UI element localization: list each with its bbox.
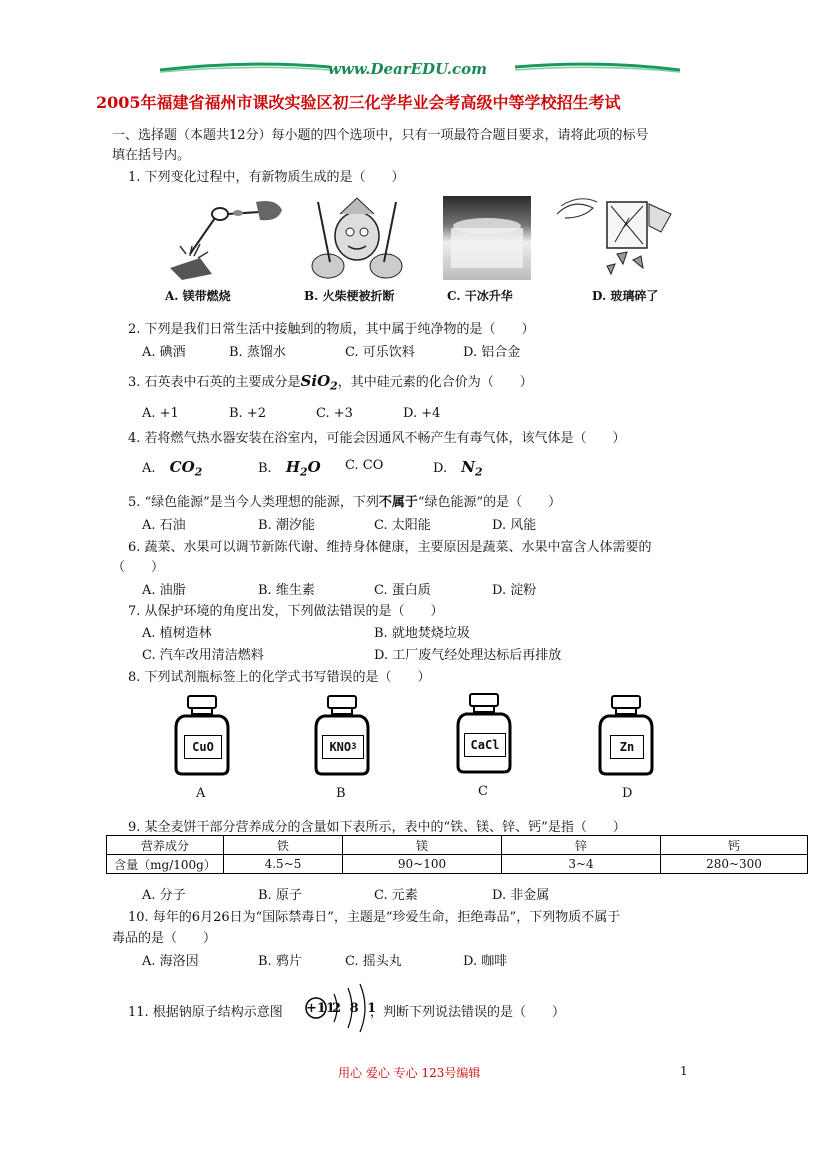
q2-stem: 2. 下列是我们日常生活中接触到的物质，其中属于纯净物的是（ ）	[128, 322, 535, 337]
q6-option-d: D. 淀粉	[492, 583, 537, 598]
q10-option-b: B. 鸦片	[258, 954, 302, 969]
table-cell: 90~100	[343, 855, 502, 874]
q6-option-b: B. 维生素	[258, 583, 315, 598]
table-cell: 4.5~5	[224, 855, 343, 874]
q4-option-a-formula: CO	[169, 458, 195, 476]
q1-image-a-magnesium-burning	[160, 196, 285, 281]
q8-bottle-c-label	[464, 733, 506, 757]
q8-bottle-b-formula: KNO	[329, 740, 352, 754]
table-cell: 3~4	[502, 855, 661, 874]
q8-bottle-a-formula: CuO	[192, 740, 214, 754]
q4-option-d-label: D.	[433, 461, 448, 476]
table-header-cell: 营养成分	[107, 836, 224, 855]
q5-stem	[128, 491, 561, 510]
q8-bottle-d-letter: D	[622, 786, 633, 801]
q4-option-a-sub: 2	[194, 465, 203, 479]
q6-stem-line1: 6. 蔬菜、水果可以调节新陈代谢、维持身体健康，主要原因是蔬菜、水果中富含人体需要的	[128, 540, 652, 555]
q3-option-c: C. +3	[316, 406, 353, 421]
nutrition-table	[106, 835, 808, 874]
q5-stem-b: “绿色能源”的是（ ）	[417, 495, 562, 510]
q8-bottle-a-letter: A	[196, 786, 206, 801]
q2-option-b: B. 蒸馏水	[229, 345, 286, 360]
q8-bottle-b-letter: B	[336, 786, 346, 801]
q10-option-d: D. 咖啡	[463, 954, 508, 969]
table-header-cell: 镁	[343, 836, 502, 855]
exam-title: 2005年福建省福州市课改实验区初三化学毕业会考高级中等学校招生考试	[96, 93, 621, 112]
table-header-cell: 钙	[661, 836, 808, 855]
q3-formula-sub: 2	[330, 379, 338, 393]
q1-caption-b: B. 火柴梗被折断	[304, 289, 395, 303]
q6-option-c: C. 蛋白质	[374, 583, 431, 598]
q5-option-b: B. 潮汐能	[258, 518, 315, 533]
table-row	[107, 855, 808, 874]
q11-stem-a: 11. 根据钠原子结构示意图	[128, 1005, 283, 1020]
q1-caption-c: C. 干冰升华	[447, 289, 513, 303]
q6-option-a: A. 油脂	[142, 583, 186, 598]
q8-bottle-a-label	[184, 735, 222, 759]
q3-stem-a: 3. 石英表中石英的主要成分是	[128, 375, 301, 390]
q2-option-d: D. 铝合金	[463, 345, 521, 360]
q7-stem: 7. 从保护环境的角度出发，下列做法错误的是（ ）	[128, 604, 444, 619]
q8-bottle-b-sub: 3	[351, 742, 357, 752]
q5-option-c: C. 太阳能	[374, 518, 431, 533]
q4-option-d	[433, 458, 483, 479]
q1-stem: 1. 下列变化过程中，有新物质生成的是（ ）	[128, 170, 405, 185]
q1-caption-a: A. 镁带燃烧	[165, 289, 231, 303]
q8-bottle-b-label	[322, 735, 364, 759]
table-row	[107, 836, 808, 855]
q10-option-c: C. 摇头丸	[345, 954, 402, 969]
q4-option-b-sub: 2	[300, 465, 308, 479]
table-cell: 280~300	[661, 855, 808, 874]
q4-option-d-sub: 2	[474, 465, 483, 479]
q2-option-c: C. 可乐饮料	[345, 345, 415, 360]
q5-stem-emphasis: 不属于	[378, 495, 418, 510]
q8-stem: 8. 下列试剂瓶标签上的化学式书写错误的是（ ）	[128, 670, 431, 685]
q4-option-b	[258, 458, 321, 479]
table-header-cell: 锌	[502, 836, 661, 855]
q10-option-a: A. 海洛因	[142, 954, 199, 969]
q1-image-c-dry-ice	[443, 196, 531, 280]
section-instructions-line1: 一、选择题（本题共12分）每小题的四个选项中，只有一项最符合题目要求，请将此项的标号	[112, 128, 649, 143]
q7-option-c: C. 汽车改用清洁燃料	[142, 648, 264, 663]
header-site[interactable]: www.DearEDU.com	[328, 60, 488, 78]
q10-stem-line1: 10. 每年的6月26日为“国际禁毒日”，主题是“珍爱生命，拒绝毒品”，下列物质不属于	[128, 910, 621, 925]
q3-formula: SiO	[300, 372, 331, 390]
q4-option-b-label: B.	[258, 461, 272, 476]
q3-stem-b: ，其中硅元素的化合价为（ ）	[337, 375, 533, 390]
q3-option-a: A. +1	[142, 406, 179, 421]
q9-option-c: C. 元素	[374, 888, 418, 903]
q7-option-b: B. 就地焚烧垃圾	[374, 626, 470, 641]
q4-option-c: C. CO	[345, 458, 384, 473]
q7-option-d: D. 工厂废气经处理达标后再排放	[374, 648, 562, 663]
q3-stem	[128, 371, 533, 393]
q5-option-a: A. 石油	[142, 518, 186, 533]
q4-stem: 4. 若将燃气热水器安装在浴室内，可能会因通风不畅产生有毒气体，该气体是（ ）	[128, 431, 626, 446]
q2-option-a: A. 碘酒	[142, 345, 186, 360]
q8-bottle-c-letter: C	[478, 784, 488, 799]
table-header-cell: 铁	[224, 836, 343, 855]
q1-image-b-match-breaking	[300, 192, 415, 284]
q6-stem-line2: （ ）	[112, 560, 165, 575]
q11-electron-shells: 2 8 1	[332, 1001, 377, 1016]
q5-option-d: D. 风能	[492, 518, 537, 533]
q3-option-b: B. +2	[229, 406, 266, 421]
q5-stem-a: 5. “绿色能源”是当今人类理想的能源，下列	[128, 495, 379, 510]
q7-option-a: A. 植树造林	[142, 626, 212, 641]
q4-option-a-label: A.	[142, 461, 156, 476]
q4-option-b-formula-h: H	[285, 458, 301, 476]
q4-option-b-formula-o: O	[307, 458, 321, 476]
q11-stem-b: ，判断下列说法错误的是（ ）	[370, 1005, 566, 1020]
q11-nucleus-charge: +11	[306, 1001, 335, 1016]
footer-note: 用心 爱心 专心 123号编辑	[338, 1066, 481, 1080]
q1-image-d-broken-glass	[553, 194, 673, 284]
q9-option-a: A. 分子	[142, 888, 186, 903]
q9-option-b: B. 原子	[258, 888, 302, 903]
q10-stem-line2: 毒品的是（ ）	[112, 931, 217, 946]
page-number: 1	[680, 1064, 688, 1078]
q9-stem: 9. 某全麦饼干部分营养成分的含量如下表所示，表中的“铁、镁、锌、钙”是指（ ）	[128, 820, 626, 835]
q1-caption-d: D. 玻璃碎了	[592, 289, 659, 303]
table-cell: 含量（mg/100g）	[107, 855, 224, 874]
q8-bottle-d-formula: Zn	[619, 740, 635, 754]
q4-option-a	[142, 458, 202, 479]
q9-option-d: D. 非金属	[492, 888, 550, 903]
q8-bottle-c-formula: CaCl	[470, 738, 500, 752]
q3-option-d: D. +4	[403, 406, 441, 421]
q4-option-d-formula: N	[461, 458, 475, 476]
q8-bottle-d-label	[610, 735, 644, 759]
section-instructions-line2: 填在括号内。	[112, 148, 191, 163]
